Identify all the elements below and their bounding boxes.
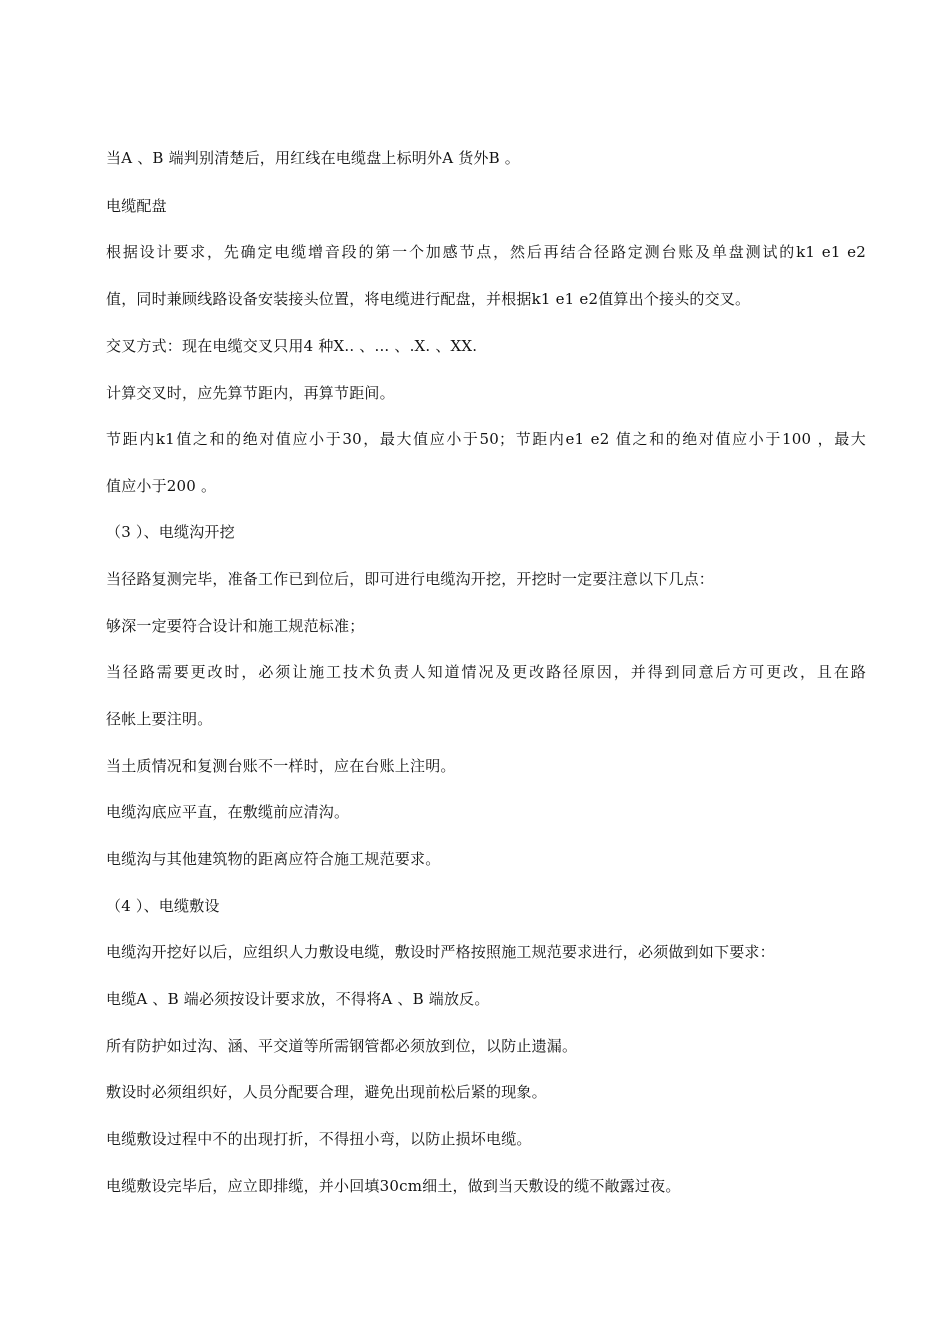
paragraph-line: 值应小于200 。 bbox=[106, 477, 217, 495]
paragraph-line: 径帐上要注明。 bbox=[106, 710, 213, 728]
paragraph-line: 当径路复测完毕，准备工作已到位后，即可进行电缆沟开挖，开挖时一定要注意以下几点： bbox=[106, 570, 715, 588]
paragraph-line: 节距内k1值之和的绝对值应小于30，最大值应小于50；节距内e1 e2 值之和的绝对值应小于100 ，最大 bbox=[106, 430, 866, 448]
paragraph-line: 电缆沟与其他建筑物的距离应符合施工规范要求。 bbox=[106, 850, 441, 868]
paragraph-line: 根据设计要求，先确定电缆增音段的第一个加感节点，然后再结合径路定测台账及单盘测试的k1 e1 e2 bbox=[106, 243, 866, 261]
section-heading: 电缆配盘 bbox=[106, 197, 167, 215]
paragraph-line: 电缆敷设完毕后，应立即排缆，并小回填30cm细土，做到当天敷设的缆不敞露过夜。 bbox=[106, 1177, 681, 1195]
paragraph-line: 电缆敷设过程中不的出现打折，不得扭小弯，以防止损坏电缆。 bbox=[106, 1130, 532, 1148]
section-heading: （4 ）、电缆敷设 bbox=[106, 897, 220, 915]
paragraph-line: 所有防护如过沟、涵、平交道等所需钢管都必须放到位，以防止遗漏。 bbox=[106, 1037, 578, 1055]
paragraph-line: 敷设时必须组织好，人员分配要合理，避免出现前松后紧的现象。 bbox=[106, 1083, 547, 1101]
paragraph-line: 当A 、B 端判别清楚后，用红线在电缆盘上标明外A 货外B 。 bbox=[106, 149, 520, 167]
paragraph-line: 当土质情况和复测台账不一样时，应在台账上注明。 bbox=[106, 757, 456, 775]
paragraph-line: 交叉方式：现在电缆交叉只用4 种X.. 、... 、.X. 、XX. bbox=[106, 337, 478, 355]
paragraph-line: 值，同时兼顾线路设备安装接头位置，将电缆进行配盘，并根据k1 e1 e2值算出个接头的交叉。 bbox=[106, 290, 751, 308]
paragraph-line: 计算交叉时，应先算节距内，再算节距间。 bbox=[106, 384, 395, 402]
paragraph-line: 够深一定要符合设计和施工规范标准； bbox=[106, 617, 365, 635]
paragraph-line: 电缆沟开挖好以后，应组织人力敷设电缆，敷设时严格按照施工规范要求进行，必须做到如下要求： bbox=[106, 943, 775, 961]
paragraph-line: 电缆A 、B 端必须按设计要求放，不得将A 、B 端放反。 bbox=[106, 990, 490, 1008]
paragraph-line: 当径路需要更改时，必须让施工技术负责人知道情况及更改路径原因，并得到同意后方可更改，且在路 bbox=[106, 663, 866, 681]
section-heading: （3 ）、电缆沟开挖 bbox=[106, 523, 235, 541]
paragraph-line: 电缆沟底应平直，在敷缆前应清沟。 bbox=[106, 803, 350, 821]
